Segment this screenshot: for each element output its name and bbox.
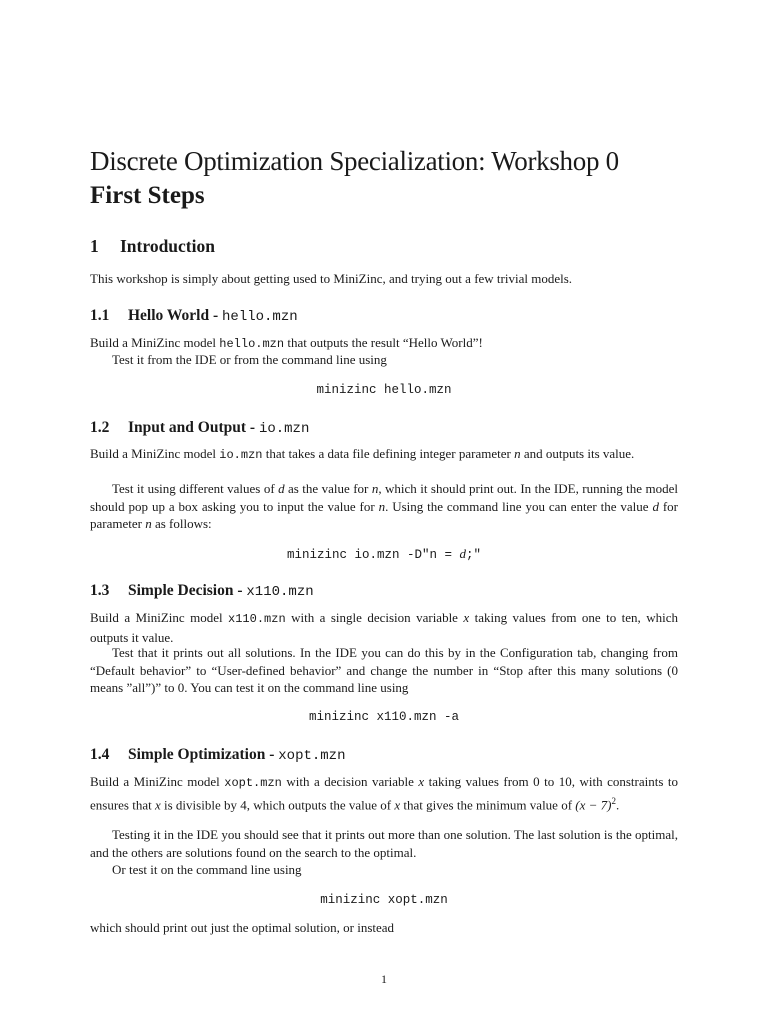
hello-command: minizinc hello.mzn (316, 383, 452, 397)
section-number: 1.4 (90, 746, 110, 763)
io-paragraph-2: Test it using different values of d as the value for n, which it should print out. In the IDE, running the model should pop up a box asking you to input the value for n. Using the command line you can enter the value d for parameter n as follows: (90, 481, 678, 531)
section-heading-input-output (90, 419, 309, 437)
io-command: minizinc io.mzn -D"n = d;" (286, 546, 482, 562)
optimization-paragraph: Build a MiniZinc model xopt.mzn with a decision variable x taking values from 0 to 10, with constraints to ensures that x is divisible by 4, which outputs the value of x that gives the minimum value of $(x - 7)^2$. (90, 774, 679, 812)
section-filename: x110.mzn (246, 584, 314, 600)
decision-command: minizinc x110.mzn -a (308, 710, 460, 724)
section-heading-simple-optimization (90, 746, 345, 764)
section-title: Simple Decision - (128, 582, 247, 599)
section-number: 1.1 (90, 307, 110, 324)
section-filename: hello.mzn (222, 309, 298, 325)
section-title: Input and Output - (128, 419, 259, 436)
section-filename: io.mzn (258, 421, 310, 437)
section-number: 1.2 (90, 419, 110, 436)
optimization-paragraph-4: which should print out just the optimal solution, or instead (90, 920, 395, 935)
section-heading-simple-decision (90, 582, 314, 600)
page-number: 1 (381, 972, 387, 986)
section-title: Simple Optimization - (128, 746, 279, 763)
document-title: Discrete Optimization Specialization: Workshop 0 (90, 146, 619, 176)
optimization-paragraph-2: Testing it in the IDE you should see that it prints out more than one solution. The last solution is the optimal, and the others are solutions found on the search to the optimal. (90, 827, 678, 860)
intro-paragraph: This workshop is simply about getting used to MiniZinc, and trying out a few trivial models. (90, 271, 573, 286)
section-heading-hello-world (90, 307, 298, 325)
hello-paragraph: Build a MiniZinc model hello.mzn that outputs the result “Hello World”! (90, 335, 483, 351)
section-title: Hello World - (128, 307, 223, 324)
decision-paragraph: Build a MiniZinc model x110.mzn with a single decision variable x taking values from one to ten, which outputs it value. (90, 610, 679, 645)
section-number: 1 (90, 236, 99, 256)
hello-paragraph-2: Test it from the IDE or from the command line using (112, 352, 387, 367)
io-paragraph: Build a MiniZinc model io.mzn that takes a data file defining integer parameter n and outputs its value. (90, 446, 635, 462)
document-subtitle: First Steps (90, 182, 205, 209)
optimization-paragraph-3: Or test it on the command line using (112, 862, 302, 877)
decision-paragraph-2: Test that it prints out all solutions. In the IDE you can do this by in the Configuration tab, changing from “Default behavior” to “User-defined behavior” and change the number in “Stop after this many solutions (0 means ”all”)” to 0. You can test it on the command line using (90, 645, 678, 695)
section-title: Introduction (120, 236, 215, 256)
section-number: 1.3 (90, 582, 110, 599)
section-heading-introduction (90, 236, 215, 257)
optimization-command: minizinc xopt.mzn (320, 893, 448, 907)
section-filename: xopt.mzn (278, 748, 346, 764)
